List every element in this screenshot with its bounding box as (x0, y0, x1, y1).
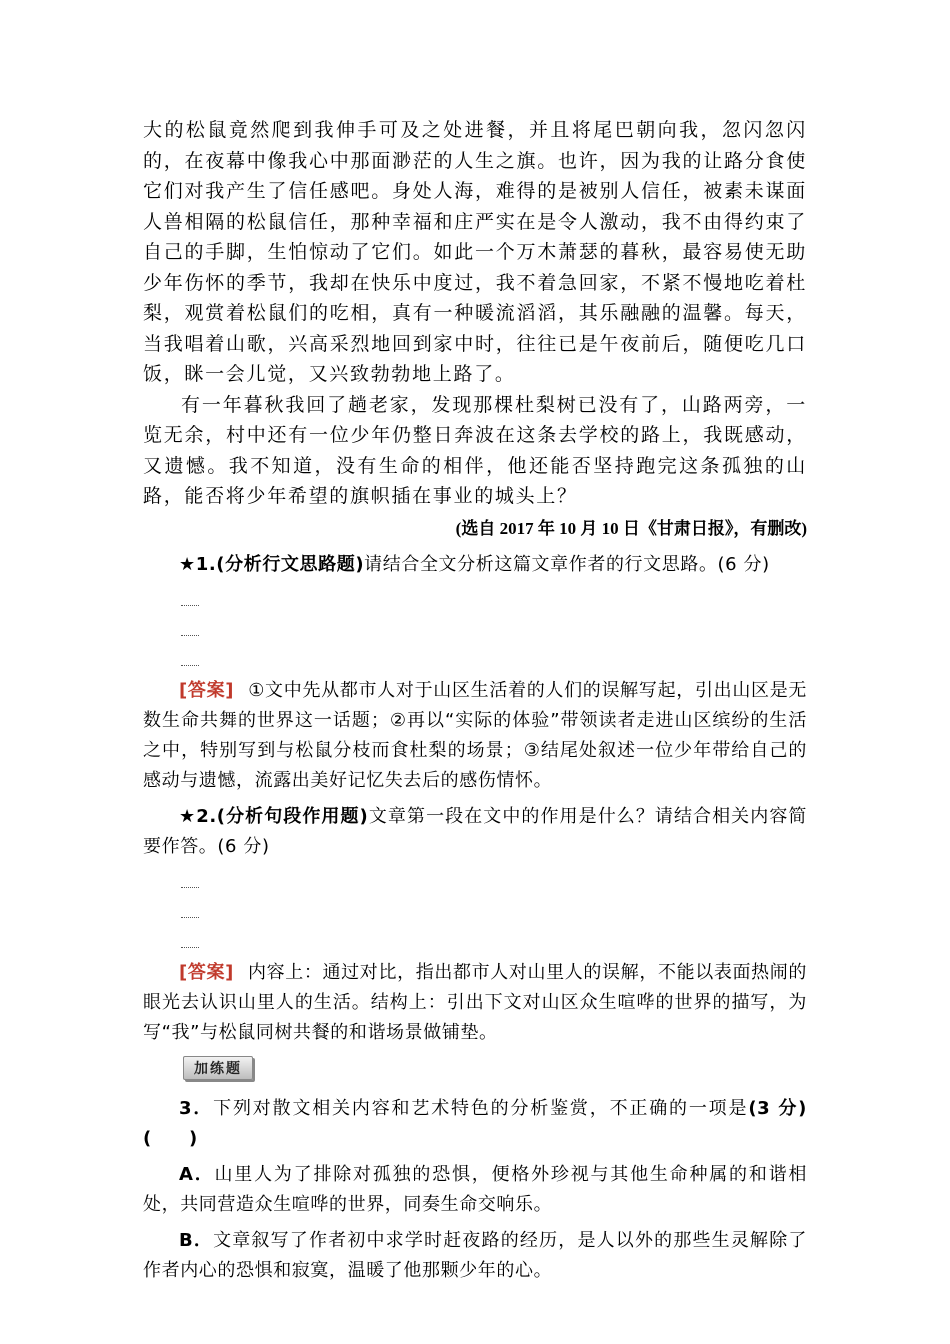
answer-line[interactable] (181, 606, 199, 636)
answer-lines-1 (181, 584, 807, 674)
question-1-mark: ★1.(分析行文思路题) (179, 553, 365, 575)
option-b-text: 文章叙写了作者初中求学时赶夜路的经历，是人以外的那些生灵解除了作者内心的恐惧和寂寞，温暖了他那颗少年的心。 (143, 1229, 807, 1281)
option-a-letter: A． (179, 1163, 215, 1185)
question-3-number: 3． (179, 1097, 214, 1119)
answer-lines-2 (181, 866, 807, 956)
option-a[interactable] (143, 1160, 807, 1220)
answer-1-text: ①文中先从都市人对于山区生活着的人们的误解写起，引出山区是无数生命共舞的世界这一话题；②再以“实际的体验”带领读者走进山区缤纷的生活之中，特别写到与松鼠分枝而食杜梨的场景；③结尾处叙述一位少年带给自己的感动与遗憾，流露出美好记忆失去后的感伤情怀。 (143, 679, 808, 791)
question-1-text: 请结合全文分析这篇文章作者的行文思路。(6 分) (364, 553, 770, 575)
answer-line[interactable] (181, 636, 199, 666)
answer-1 (143, 676, 807, 796)
option-a-text: 山里人为了排除对孤独的恐惧，便格外珍视与其他生命种属的和谐相处，共同营造众生喧哗的世界，同奏生命交响乐。 (143, 1163, 807, 1215)
question-2-mark: ★2.(分析句段作用题) (179, 805, 369, 827)
answer-1-tag: [答案] (179, 679, 235, 701)
question-3-text: 下列对散文相关内容和艺术特色的分析鉴赏，不正确的一项是 (213, 1097, 749, 1119)
question-3-score: (3 分)( ) (143, 1097, 807, 1149)
option-b[interactable] (143, 1226, 807, 1286)
passage-paragraph-1: 大的松鼠竟然爬到我伸手可及之处进餐，并且将尾巴朝向我，忽闪忽闪的，在夜幕中像我心中那面渺茫的人生之旗。也许，因为我的让路分食使它们对我产生了信任感吧。身处人海，难得的是被别人信任，被素未谋面人兽相隔的松鼠信任，那种幸福和庄严实在是令人激动，我不由得约束了自己的手脚，生怕惊动了它们。如此一个万木萧瑟的暮秋，最容易使无助少年伤怀的季节，我却在快乐中度过，我不着急回家，不紧不慢地吃着杜梨，观赏着松鼠们的吃相，真有一种暖流滔滔，其乐融融的温馨。每天，当我唱着山歌，兴高采烈地回到家中时，往往已是午夜前后，随便吃几口饭，眯一会儿觉，又兴致勃勃地上路了。 (143, 119, 807, 385)
question-2 (143, 802, 807, 862)
extra-practice-badge: 加练题 (183, 1056, 253, 1080)
question-2-text: 文章第一段在文中的作用是什么？请结合相关内容简要作答。(6 分) (143, 805, 807, 857)
answer-line[interactable] (181, 918, 199, 948)
answer-2-tag: [答案] (179, 961, 234, 983)
document-page (143, 115, 807, 1286)
passage-paragraph-2: 有一年暮秋我回了趟老家，发现那棵杜梨树已没有了，山路两旁，一览无余，村中还有一位少年仍整日奔波在这条去学校的路上，我既感动，又遗憾。我不知道，没有生命的相伴，他还能否坚持跑完这条孤独的山路，能否将少年希望的旗帜插在事业的城头上？ (143, 393, 807, 507)
answer-line[interactable] (181, 888, 199, 918)
answer-line[interactable] (181, 576, 199, 606)
option-b-letter: B． (179, 1229, 214, 1251)
source-citation: (选自 2017 年 10 月 10 日《甘肃日报》，有删改) (455, 518, 807, 538)
question-1 (143, 550, 807, 580)
answer-2-text: 内容上：通过对比，指出都市人对山里人的误解，不能以表面热闹的眼光去认识山里人的生活。结构上：引出下文对山区众生喧哗的世界的描写，为写“我”与松鼠同树共餐的和谐场景做铺垫。 (143, 961, 808, 1043)
answer-2 (143, 958, 807, 1048)
question-3 (143, 1094, 807, 1154)
answer-line[interactable] (181, 858, 199, 888)
